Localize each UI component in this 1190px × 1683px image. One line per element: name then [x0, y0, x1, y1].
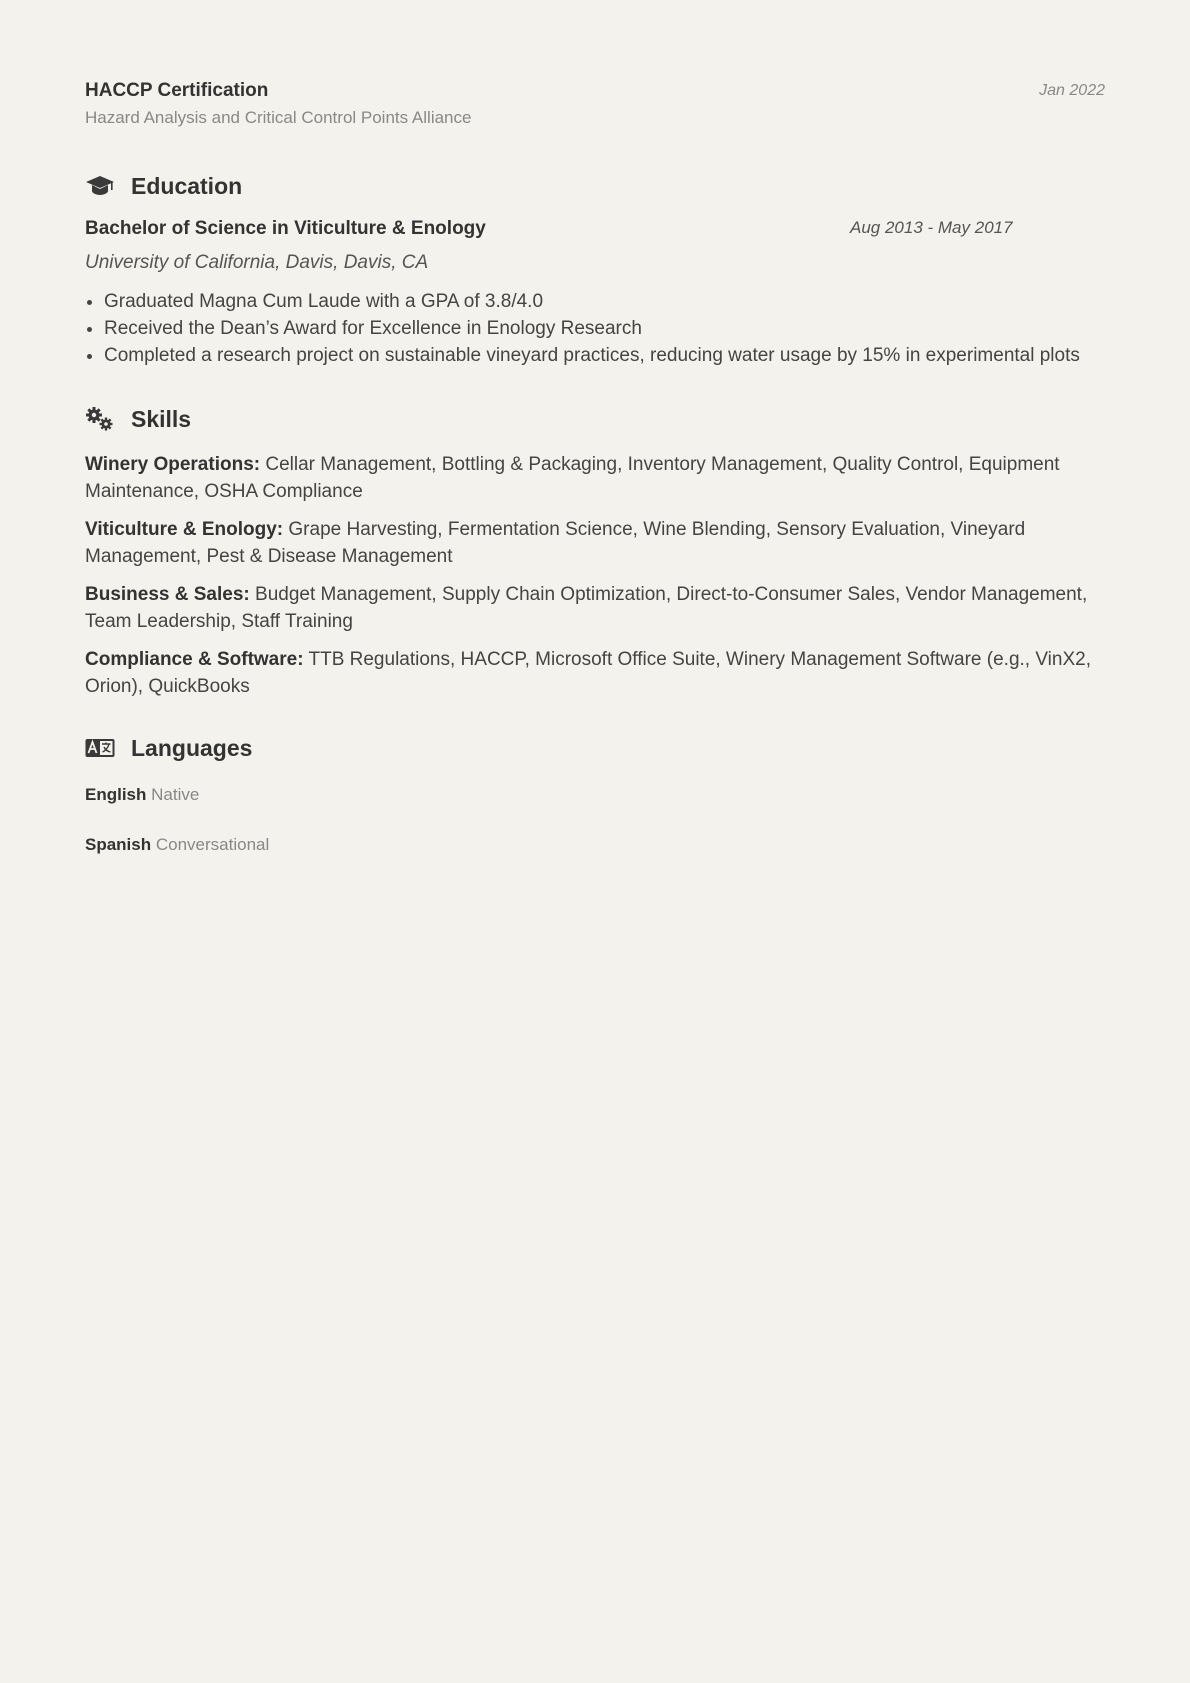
gears-icon [85, 406, 115, 432]
skill-label: Winery Operations: [85, 454, 261, 475]
skill-row [85, 516, 1105, 570]
education-school: University of California, Davis, Davis, CA [85, 252, 429, 273]
languages-section-header [85, 732, 1105, 764]
certification-issuer: Hazard Analysis and Critical Control Points Alliance [85, 108, 472, 127]
language-level: Native [151, 785, 200, 804]
education-degree: Bachelor of Science in Viticulture & Enology [85, 218, 486, 239]
list-item: Received the Dean’s Award for Excellence in Enology Research [85, 315, 1105, 342]
education-entry-header [85, 218, 1105, 246]
language-level: Conversational [155, 835, 270, 854]
skill-label: Business & Sales: [85, 584, 250, 605]
skills-heading: Skills [131, 405, 192, 432]
resume-page [85, 78, 1105, 882]
skill-value: Grape Harvesting, Fermentation Science, Wine Blending, Sensory Evaluation, Vineyard Management, Pest & Disease Management [85, 519, 1026, 567]
certification-title: HACCP Certification [85, 80, 269, 101]
skill-label: Compliance & Software: [85, 649, 304, 670]
languages-heading: Languages [131, 734, 253, 761]
language-icon [85, 735, 115, 761]
skills-section-header [85, 403, 1105, 435]
language-row [85, 832, 1105, 857]
education-date: Aug 2013 - May 2017 [850, 218, 1013, 237]
list-item: Graduated Magna Cum Laude with a GPA of 3.8/4.0 [85, 288, 1105, 315]
certification-date: Jan 2022 [1039, 82, 1105, 99]
language-row [85, 782, 1105, 807]
list-item: Completed a research project on sustainable vineyard practices, reducing water usage by 15% in experimental plots [85, 342, 1105, 369]
education-section-header [85, 170, 1105, 202]
skill-value: Cellar Management, Bottling & Packaging, Inventory Management, Quality Control, Equipment Maintenance, OSHA Compliance [85, 454, 1060, 502]
language-name: Spanish [85, 835, 152, 854]
education-bullets [85, 288, 1105, 369]
skill-row [85, 581, 1105, 635]
graduation-cap-icon [85, 173, 115, 199]
education-heading: Education [131, 172, 243, 199]
skills-list [85, 451, 1105, 700]
certification-entry [85, 78, 1105, 130]
skill-row [85, 646, 1105, 700]
languages-list [85, 782, 1105, 857]
language-name: English [85, 785, 147, 804]
skill-value: TTB Regulations, HACCP, Microsoft Office Suite, Winery Management Software (e.g., VinX2, Orion), QuickBooks [85, 649, 1091, 697]
skill-label: Viticulture & Enology: [85, 519, 284, 540]
skill-row [85, 451, 1105, 505]
skill-value: Budget Management, Supply Chain Optimization, Direct-to-Consumer Sales, Vendor Management, Team Leadership, Staff Training [85, 584, 1088, 632]
